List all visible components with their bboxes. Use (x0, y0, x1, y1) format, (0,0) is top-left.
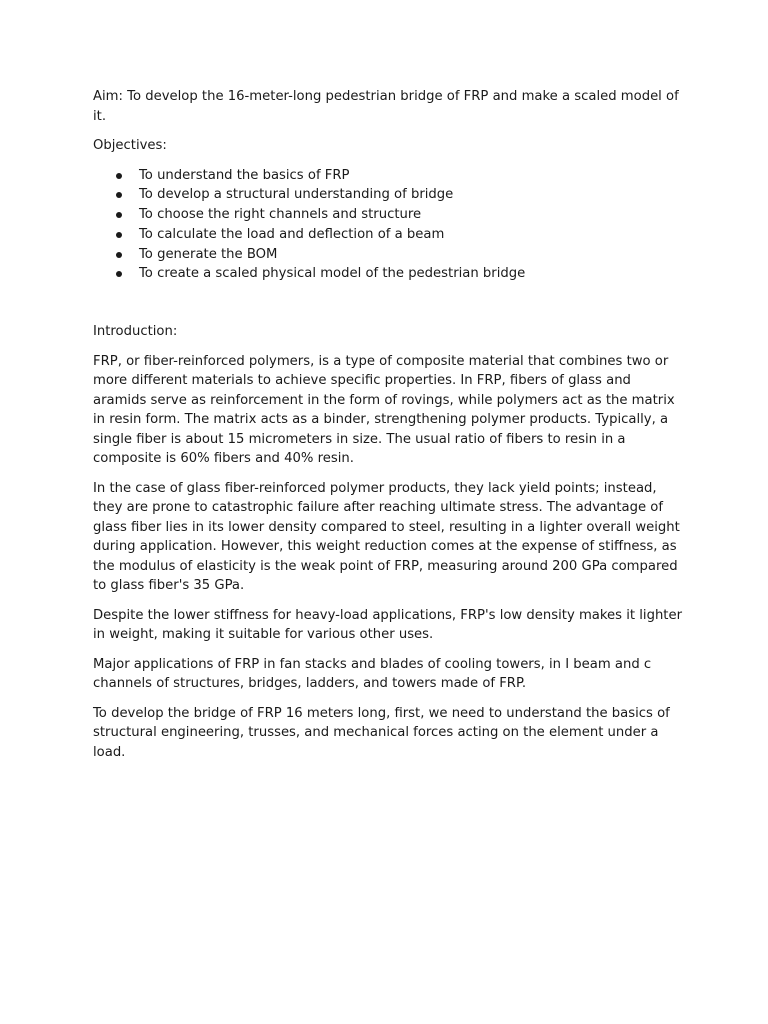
paragraph-frp-definition: FRP, or fiber-reinforced polymers, is a type of composite material that combines two or more different materials to achieve specific properties. In FRP, fibers of glass and aramids serve as reinforcement in the form of rovings, while polymers act as the matrix in resin form. The matrix acts as a binder, strengthening polymer products. Typically, a single fiber is about 15 micrometers in size. The usual ratio of fibers to resin in a composite is 60% fibers and 40% resin. (93, 353, 675, 467)
objective-item (93, 205, 685, 225)
introduction-heading: Introduction: (93, 324, 178, 340)
paragraph-glass-fiber: In the case of glass fiber-reinforced polymer products, they lack yield points; instead, they are prone to catastrophic failure after reaching ultimate stress. The advantage of glass fiber lies in its lower density compared to steel, resulting in a lighter overall weight during application. However, this weight reduction comes at the expense of stiffness, as the modulus of elasticity is the weak point of FRP, measuring around 200 GPa compared to glass fiber's 35 GPa. (93, 480, 680, 594)
objective-text: To understand the basics of FRP (139, 167, 350, 183)
bullet-icon (116, 192, 122, 198)
paragraph-bridge-development: To develop the bridge of FRP 16 meters long, first, we need to understand the basics of structural engineering, trusses, and mechanical forces acting on the element under a load. (93, 705, 670, 760)
objective-item (93, 264, 685, 284)
bullet-icon (116, 173, 122, 179)
document-page (93, 87, 685, 772)
objective-text: To generate the BOM (139, 246, 278, 262)
bullet-icon (116, 271, 122, 277)
objective-text: To choose the right channels and structure (139, 207, 422, 223)
objective-text: To calculate the load and deflection of a beam (139, 226, 445, 242)
objective-item (93, 185, 685, 205)
objective-item (93, 166, 685, 186)
objective-text: To create a scaled physical model of the pedestrian bridge (139, 266, 526, 282)
bullet-icon (116, 232, 122, 238)
bullet-icon (116, 212, 122, 218)
bullet-icon (116, 252, 122, 258)
objectives-list (93, 166, 685, 285)
paragraph-low-density: Despite the lower stiffness for heavy-load applications, FRP's low density makes it lighter in weight, making it suitable for various other uses. (93, 607, 683, 643)
objective-text: To develop a structural understanding of bridge (139, 187, 454, 203)
aim-statement: Aim: To develop the 16-meter-long pedestrian bridge of FRP and make a scaled model of it. (93, 89, 679, 124)
objectives-heading: Objectives: (93, 138, 167, 153)
objective-item (93, 245, 685, 265)
paragraph-applications: Major applications of FRP in fan stacks and blades of cooling towers, in I beam and c channels of structures, bridges, ladders, and towers made of FRP. (93, 656, 652, 692)
objective-item (93, 225, 685, 245)
